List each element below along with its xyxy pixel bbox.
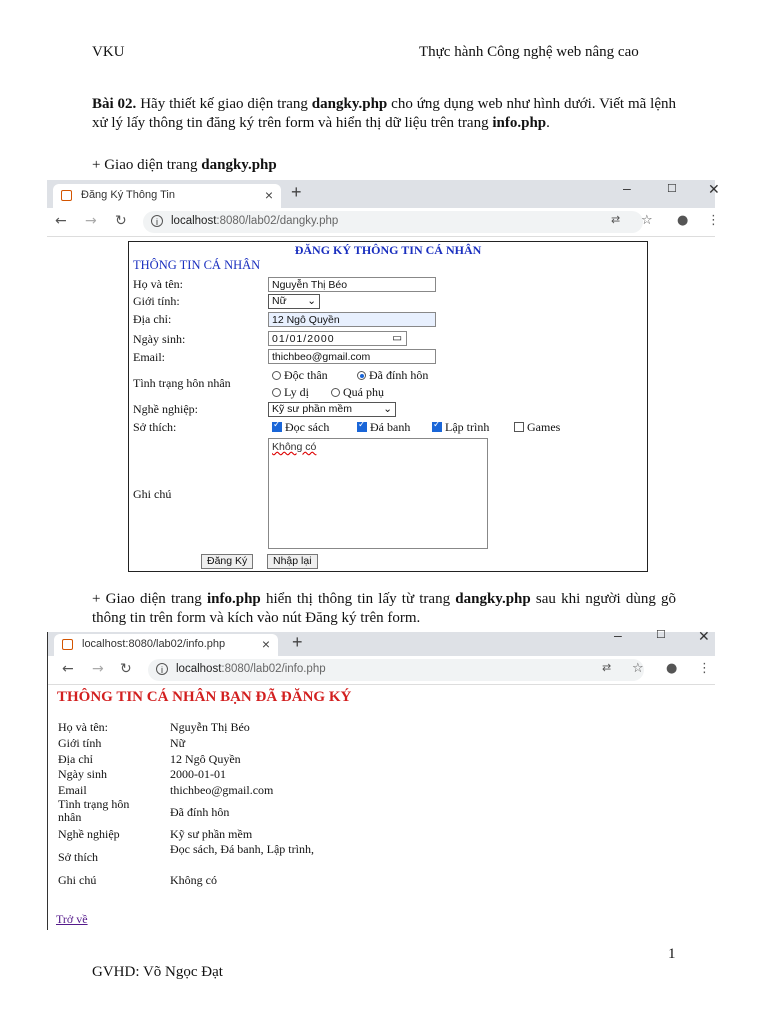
radio-selected-icon bbox=[357, 371, 366, 380]
minimize-icon[interactable]: – bbox=[614, 627, 622, 643]
section2-prefix: + Giao diện trang bbox=[92, 591, 207, 607]
back-arrow-icon[interactable]: ← bbox=[55, 213, 67, 229]
section2-file-2: dangky.php bbox=[455, 591, 531, 607]
label-email: Email: bbox=[133, 350, 165, 364]
note-textarea[interactable] bbox=[268, 438, 488, 549]
radio-single[interactable] bbox=[272, 368, 328, 383]
info-value-marital: Đã đính hôn bbox=[170, 805, 230, 819]
tab-close-icon[interactable]: × bbox=[264, 187, 273, 203]
section1-file: dangky.php bbox=[201, 157, 277, 173]
checkbox-football-label: Đá banh bbox=[370, 420, 411, 434]
window-close-icon[interactable]: ✕ bbox=[708, 181, 720, 197]
url-host: localhost bbox=[171, 215, 217, 227]
radio-circle-icon bbox=[331, 388, 340, 397]
url-host: localhost bbox=[176, 663, 222, 675]
url-path: :8080/lab02/dangky.php bbox=[216, 215, 339, 227]
checkbox-checked-icon bbox=[432, 422, 442, 432]
gender-value: Nữ bbox=[272, 295, 287, 307]
dob-input[interactable] bbox=[268, 331, 407, 346]
new-tab-icon[interactable]: + bbox=[292, 632, 303, 652]
forward-arrow-icon[interactable]: → bbox=[92, 661, 104, 677]
info-icon[interactable]: i bbox=[151, 215, 163, 227]
maximize-icon[interactable]: ☐ bbox=[667, 183, 677, 195]
window-close-icon[interactable]: ✕ bbox=[698, 628, 710, 644]
label-gender: Giới tính: bbox=[133, 294, 180, 308]
calendar-icon[interactable]: ▭ bbox=[392, 332, 402, 344]
menu-kebab-icon[interactable]: ⋮ bbox=[698, 661, 711, 676]
dob-value: 01/01/2000 bbox=[272, 333, 335, 345]
info-label-email: Email bbox=[58, 783, 87, 797]
forward-arrow-icon[interactable]: → bbox=[85, 213, 97, 229]
bookmark-star-icon[interactable]: ☆ bbox=[641, 213, 653, 228]
tab-bar bbox=[48, 627, 715, 656]
section2-paragraph bbox=[92, 590, 676, 628]
checkbox-programming-label: Lập trình bbox=[445, 420, 490, 434]
header-right: Thực hành Công nghệ web nâng cao bbox=[419, 44, 639, 60]
radio-single-label: Độc thân bbox=[284, 368, 328, 382]
info-label-note: Ghi chú bbox=[58, 873, 97, 887]
address-bar bbox=[48, 656, 715, 685]
exercise-file-2: info.php bbox=[492, 115, 547, 131]
info-value-email: thichbeo@gmail.com bbox=[170, 783, 274, 797]
exercise-file-1: dangky.php bbox=[311, 96, 388, 112]
checkbox-checked-icon bbox=[357, 422, 367, 432]
section2-text-1: hiển thị thông tin lấy từ trang bbox=[260, 591, 456, 607]
section1-prefix: + Giao diện trang bbox=[92, 157, 202, 173]
info-icon[interactable]: i bbox=[156, 663, 168, 675]
exercise-number: Bài 02. bbox=[92, 96, 137, 112]
job-value: Kỹ sư phần mềm bbox=[272, 403, 352, 415]
page-number: 1 bbox=[668, 946, 676, 962]
info-value-gender: Nữ bbox=[170, 736, 186, 750]
reload-icon[interactable]: ↻ bbox=[115, 213, 127, 229]
back-arrow-icon[interactable]: ← bbox=[62, 661, 74, 677]
radio-divorced-label: Ly dị bbox=[284, 385, 310, 399]
form-subtitle: THÔNG TIN CÁ NHÂN bbox=[133, 258, 261, 272]
xampp-favicon-icon bbox=[62, 639, 73, 650]
checkbox-games[interactable] bbox=[514, 420, 560, 435]
radio-widowed-label: Quá phụ bbox=[343, 385, 384, 399]
url-field[interactable] bbox=[143, 211, 643, 233]
tab-close-icon[interactable]: × bbox=[261, 636, 270, 652]
gender-select[interactable] bbox=[268, 294, 320, 309]
label-job: Nghề nghiệp: bbox=[133, 402, 198, 416]
url-field[interactable] bbox=[148, 659, 644, 681]
translate-icon[interactable]: ⇄ bbox=[602, 661, 612, 674]
tab-bar bbox=[47, 180, 720, 208]
name-input[interactable]: Nguyễn Thị Béo bbox=[268, 277, 436, 292]
radio-widowed[interactable] bbox=[331, 385, 384, 400]
chevron-down-icon: ⌄ bbox=[383, 403, 392, 415]
info-value-hobby: Đọc sách, Đá banh, Lập trình, bbox=[170, 842, 314, 856]
address-input[interactable]: 12 Ngô Quyền bbox=[268, 312, 436, 327]
section2-file-1: info.php bbox=[206, 591, 261, 607]
label-address: Địa chỉ: bbox=[133, 312, 172, 326]
header-left: VKU bbox=[92, 44, 125, 60]
info-value-job: Kỹ sư phần mềm bbox=[170, 827, 253, 841]
note-value: Không có bbox=[272, 441, 317, 453]
radio-divorced[interactable] bbox=[272, 385, 309, 400]
checkbox-checked-icon bbox=[272, 422, 282, 432]
address-bar bbox=[47, 208, 720, 237]
profile-icon[interactable]: ● bbox=[677, 213, 689, 228]
minimize-icon[interactable]: – bbox=[623, 180, 631, 196]
tab-title: localhost:8080/lab02/info.php bbox=[82, 638, 226, 650]
info-label-address: Địa chỉ bbox=[58, 752, 93, 766]
browser-tab[interactable] bbox=[54, 634, 278, 656]
checkbox-reading-label: Đọc sách bbox=[285, 420, 330, 434]
profile-icon[interactable]: ● bbox=[666, 661, 678, 676]
tab-title: Đăng Ký Thông Tin bbox=[81, 189, 175, 201]
menu-kebab-icon[interactable]: ⋮ bbox=[707, 213, 720, 228]
footer-teacher: GVHD: Võ Ngọc Đạt bbox=[92, 964, 223, 980]
new-tab-icon[interactable]: + bbox=[291, 182, 302, 202]
registration-form bbox=[128, 241, 648, 572]
info-label-name: Họ và tên: bbox=[58, 720, 108, 734]
info-label-gender: Giới tính bbox=[58, 736, 102, 750]
section1-heading bbox=[92, 156, 676, 175]
exercise-text-3: . bbox=[546, 115, 550, 131]
info-label-marital: Tình trạng hôn nhân bbox=[58, 797, 130, 824]
maximize-icon[interactable]: ☐ bbox=[656, 629, 666, 641]
job-select[interactable] bbox=[268, 402, 396, 417]
reset-button[interactable]: Nhập lại bbox=[267, 554, 318, 569]
reload-icon[interactable]: ↻ bbox=[120, 661, 132, 677]
radio-circle-icon bbox=[272, 388, 281, 397]
browser-tab[interactable] bbox=[53, 184, 281, 208]
bookmark-star-icon[interactable]: ☆ bbox=[632, 661, 644, 676]
radio-engaged-label: Đã đính hôn bbox=[369, 368, 429, 382]
label-marital: Tình trạng hôn nhân bbox=[133, 376, 231, 390]
checkbox-football[interactable] bbox=[357, 420, 410, 435]
info-value-note: Không có bbox=[170, 873, 217, 887]
email-input[interactable]: thichbeo@gmail.com bbox=[268, 349, 436, 364]
label-dob: Ngày sinh: bbox=[133, 332, 186, 346]
label-note: Ghi chú bbox=[133, 487, 172, 501]
info-value-dob: 2000-01-01 bbox=[170, 767, 226, 781]
checkbox-reading[interactable] bbox=[272, 420, 329, 435]
browser-window-dangky bbox=[47, 180, 720, 238]
translate-icon[interactable]: ⇄ bbox=[611, 213, 621, 226]
url-path: :8080/lab02/info.php bbox=[221, 663, 326, 675]
checkbox-programming[interactable] bbox=[432, 420, 489, 435]
chevron-down-icon: ⌄ bbox=[307, 295, 316, 307]
exercise-paragraph bbox=[92, 95, 676, 133]
exercise-text-1: Hãy thiết kế giao diện trang bbox=[136, 96, 312, 112]
info-label-job: Nghề nghiệp bbox=[58, 827, 120, 841]
browser-window-info bbox=[48, 627, 715, 684]
form-title: ĐĂNG KÝ THÔNG TIN CÁ NHÂN bbox=[294, 243, 482, 257]
checkbox-empty-icon bbox=[514, 422, 524, 432]
xampp-favicon-icon bbox=[61, 190, 72, 201]
label-name: Họ và tên: bbox=[133, 277, 183, 291]
info-title: THÔNG TIN CÁ NHÂN BẠN ĐÃ ĐĂNG KÝ bbox=[57, 689, 352, 705]
exercise-text-2: cho ứng dụng web như hình dưới. Viết mã lệnh xử lý lấy thông tin đăng ký trên form và hiển thị dữ liệu trên trang bbox=[92, 96, 676, 131]
checkbox-games-label: Games bbox=[527, 420, 561, 434]
info-label-hobby: Sở thích bbox=[58, 850, 99, 864]
submit-button[interactable]: Đăng Ký bbox=[201, 554, 253, 569]
radio-engaged[interactable] bbox=[357, 368, 428, 383]
back-link[interactable]: Trở về bbox=[56, 912, 88, 926]
info-label-dob: Ngày sinh bbox=[58, 767, 107, 781]
info-value-name: Nguyễn Thị Béo bbox=[170, 720, 250, 734]
info-value-address: 12 Ngô Quyền bbox=[170, 752, 241, 766]
radio-circle-icon bbox=[272, 371, 281, 380]
section2-text-2: sau khi người dùng gõ thông tin trên form và kích vào nút Đăng ký trên form. bbox=[92, 591, 677, 626]
label-hobby: Sở thích: bbox=[133, 420, 177, 434]
